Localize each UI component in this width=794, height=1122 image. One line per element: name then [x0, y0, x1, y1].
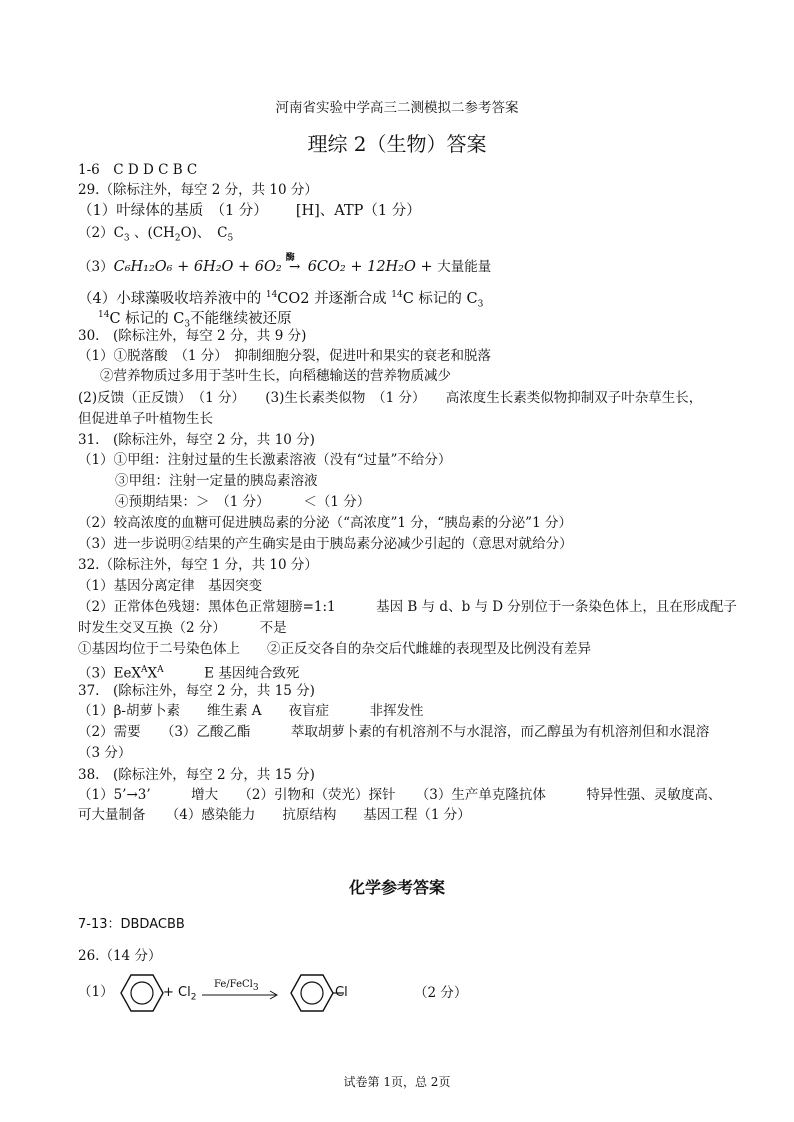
q29-answer-1b: [H]、ATP（1 分） — [295, 203, 421, 219]
q29-a4l2-sub: 3 — [184, 319, 191, 330]
q29-answer-3 — [78, 253, 492, 276]
q29-header: 29.（除标注外，每空 2 分，共 10 分） — [78, 182, 318, 198]
q30-answer-1: （1）①脱落酸 （1 分） 抑制细胞分裂，促进叶和果实的衰老和脱落 — [78, 348, 491, 364]
equation-products: 6CO₂ + 12H₂O + — [307, 259, 438, 275]
q32-answer-2c: ①基因均位于二号染色体上 ②正反交各自的杂交后代雌雄的表现型及比例没有差异 — [78, 641, 591, 657]
benzene-icon — [120, 974, 164, 1012]
q29-answer-2 — [78, 224, 233, 248]
equation-arrow: 酶 → — [282, 258, 308, 276]
q37-answer-2b: （3 分） — [78, 745, 132, 761]
q29-a3-label: （3） — [78, 259, 114, 275]
q31-answer-2: （2）较高浓度的血糖可促进胰岛素的分泌（“高浓度”1 分，“胰岛素的分泌”1 分） — [78, 515, 572, 531]
reagent-chlorine — [163, 984, 196, 1007]
reagent-sub: 2 — [190, 992, 197, 1003]
q29-a4-end: C 标记的 C — [402, 290, 478, 307]
q29-a4-mid: CO2 并逐渐合成 — [277, 290, 392, 307]
q29-a2-mid: 、(CH — [129, 225, 175, 241]
enzyme-label: 酶 — [285, 253, 295, 263]
q31-answer-1: （1）①甲组：注射过量的生长激素溶液（没有“过量”不给分） — [78, 452, 452, 468]
subject-title: 理综 2（生物）答案 — [307, 132, 487, 156]
school-title: 河南省实验中学高三二测模拟二参考答案 — [275, 100, 519, 116]
q29-a4l2-end: 不能继续被还原 — [190, 310, 292, 327]
chem-multiple-choice: 7-13：DBDACBB — [78, 917, 185, 932]
catalyst-sub: 3 — [252, 983, 259, 993]
catalyst-text: Fe/FeCl — [214, 979, 253, 990]
q30-header: 30. (除标注外，每空 2 分，共 9 分) — [78, 328, 307, 344]
q37-answer-2: （2）需要 （3）乙酸乙酯 萃取胡萝卜素的有机溶剂不与水混溶，而乙醇虽为有机溶剂但和水混溶 — [78, 724, 710, 740]
q30-answer-1b: ②营养物质过多用于茎叶生长，向稻穗输送的营养物质减少 — [100, 368, 451, 384]
q29-a4-sup2: 14 — [391, 290, 403, 300]
q29-answer-1 — [78, 202, 421, 220]
q32-answer-3 — [78, 661, 299, 683]
q32-a3-mid: X — [147, 665, 158, 682]
q30-answer-2b: 但促进单子叶植物生长 — [78, 411, 213, 427]
q29-a2-sub2: 2 — [174, 233, 181, 244]
q26-score: （2 分） — [414, 985, 468, 1001]
bio-multiple-choice: 1-6 C D D C B C — [78, 162, 198, 178]
q29-answer-1a: （1）叶绿体的基质 （1 分） — [78, 203, 268, 219]
q32-a3-sup1: A — [141, 665, 148, 675]
q32-answer-1: （1）基因分离定律 基因突变 — [78, 578, 263, 594]
reaction-arrow-icon — [202, 990, 280, 1000]
chlorobenzene-icon — [290, 974, 334, 1012]
q29-a2-sub3: 3 — [123, 233, 130, 244]
q29-a4-sup: 14 — [265, 290, 278, 300]
q32-answer-2: （2）正常体色残翅：黑体色正常翅膀=1:1 基因 B 与 d、b 与 D 分别位于一条染色体上，且在形成配子 — [78, 599, 737, 615]
equation-reactants: C₆H₁₂O₆ + 6H₂O + 6O₂ — [113, 259, 282, 275]
q30-answer-2: (2)反馈（正反馈） （1 分） (3)生长素类似物 （1 分） 高浓度生长素类似物抑制双子叶杂草生长， — [78, 390, 703, 406]
q38-answer-1: （1）5’→3’ 增大 （2）引物和（荧光）探针 （3）生产单克隆抗体 特异性强、灵敏度高、 — [78, 787, 722, 803]
q31-header: 31. (除标注外，每空 2 分，共 10 分) — [78, 432, 315, 448]
chlorine-atom: Cl — [335, 985, 348, 1000]
q31-answer-1b: ③甲组：注射一定量的胰岛素溶液 — [115, 473, 318, 489]
q37-answer-1: （1）β-胡萝卜素 维生素 A 夜盲症 非挥发性 — [78, 703, 424, 719]
q29-a4-sub: 3 — [477, 299, 484, 310]
chem-title: 化学参考答案 — [348, 878, 445, 897]
q31-answer-3: （3）进一步说明②结果的产生确实是由于胰岛素分泌减少引起的（意思对就给分） — [78, 536, 573, 552]
equation-energy: 大量能量 — [437, 259, 492, 275]
q31-answer-1c: ④预期结果：＞ （1 分） ＜（1 分） — [115, 494, 371, 510]
page-footer: 试卷第 1页，总 2页 — [343, 1075, 451, 1089]
q29-a4-pre: （4）小球藻吸收培养液中的 — [78, 290, 266, 307]
q26-part1-label: （1） — [78, 984, 114, 1000]
q32-answer-2b: 时发生交叉互换（2 分） 不是 — [78, 620, 287, 636]
q29-a4l2-sup: 14 — [98, 310, 110, 320]
q29-a4l2-text: C 标记的 C — [109, 310, 185, 327]
reagent-text: + Cl — [163, 985, 191, 1000]
q37-header: 37. (除标注外，每空 2 分，共 15 分) — [78, 683, 315, 699]
q26-header: 26.（14 分） — [78, 948, 162, 964]
q32-a3-end: E 基因纯合致死 — [163, 665, 300, 682]
q29-a2-sub5: 5 — [227, 233, 234, 244]
q38-answer-1b: 可大量制备 （4）感染能力 抗原结构 基因工程（1 分） — [78, 807, 471, 823]
q29-a2-text: （2）C — [78, 225, 124, 241]
q38-header: 38. (除标注外，每空 2 分，共 15 分) — [78, 767, 315, 783]
q32-a3-sup2: A — [157, 665, 164, 675]
q29-a2-end: O)、 C — [180, 225, 228, 241]
q32-header: 32.（除标注外，每空 1 分，共 10 分） — [78, 557, 318, 573]
q32-a3-pre: （3）EeX — [78, 665, 142, 682]
